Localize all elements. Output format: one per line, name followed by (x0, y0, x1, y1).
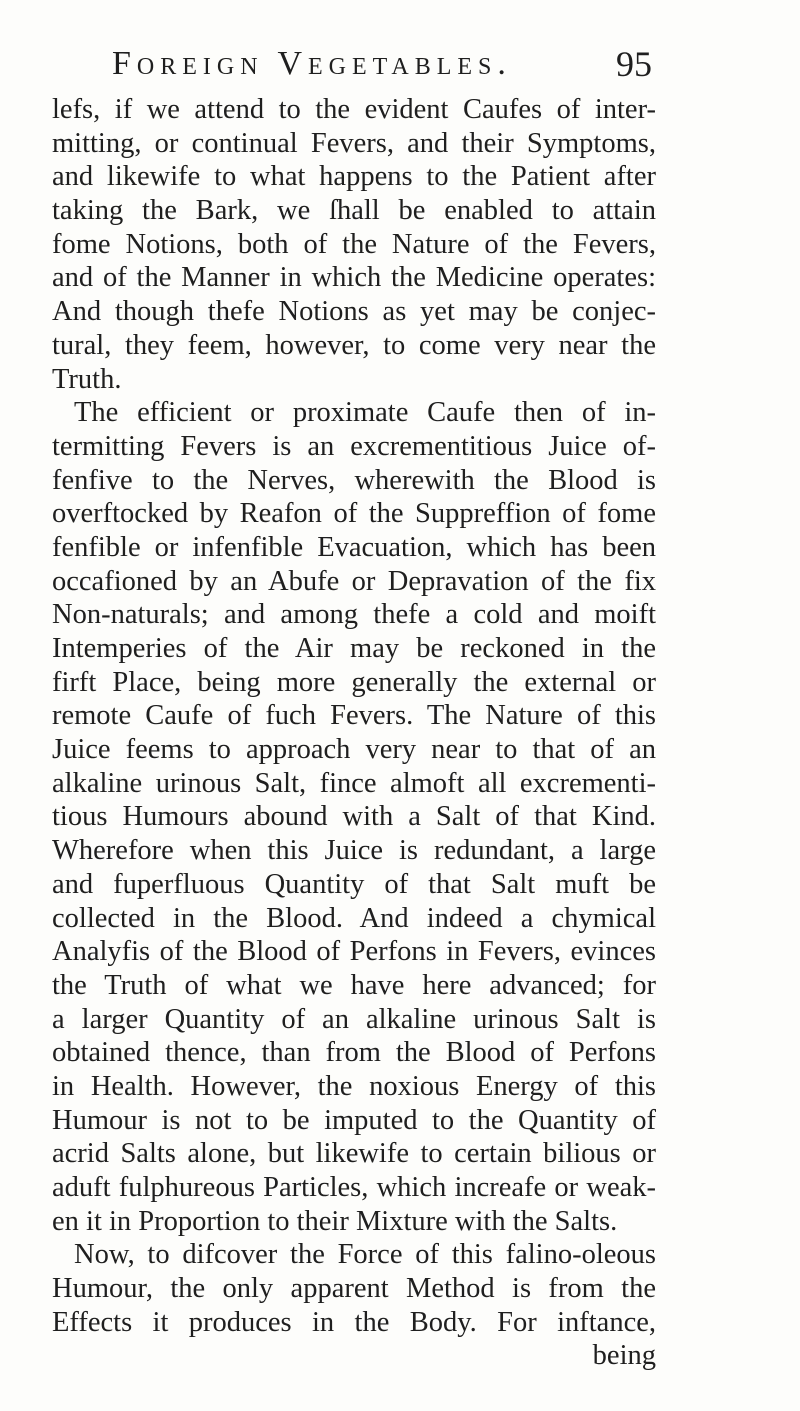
text-line: Effects it produces in the Body. For inftance, (52, 1306, 656, 1338)
text-line: Intemperies of the Air may be reckoned in the (52, 633, 656, 664)
page-header (112, 44, 652, 84)
text-line: acrid Salts alone, but likewife to certain bilious or (52, 1138, 656, 1170)
text-line: Juice feems to approach very near to that of an (52, 734, 656, 766)
page-number: 95 (616, 44, 652, 84)
text-line: firft Place, being more generally the external or (52, 666, 656, 698)
text-line: the Truth of what we have here advanced; for (52, 969, 656, 1001)
paragraph-start-line: Now, to difcover the Force of this falino-oleous (74, 1239, 656, 1271)
text-line: and likewife to what happens to the Patient after (52, 161, 656, 193)
text-line: and fuperfluous Quantity of that Salt muft be (52, 868, 656, 900)
text-line: a larger Quantity of an alkaline urinous Salt is (52, 1003, 656, 1035)
text-line: Non-naturals; and among thefe a cold and moift (52, 599, 656, 631)
text-line: collected in the Blood. And indeed a chymical (52, 902, 656, 934)
text-line: Analyfis of the Blood of Perfons in Fevers, evinces (52, 936, 656, 968)
text-line: fenfive to the Nerves, wherewith the Blood is (52, 464, 656, 496)
text-line: Humour, the only apparent Method is from the (52, 1273, 656, 1305)
paragraph-start-line: The efficient or proximate Caufe then of in- (74, 397, 656, 429)
text-line: en it in Proportion to their Mixture with the Salts. (52, 1205, 618, 1237)
text-line: mitting, or continual Fevers, and their Symptoms, (52, 127, 656, 159)
text-line: alkaline urinous Salt, fince almoft all excrementi- (52, 767, 656, 799)
text-line: obtained thence, than from the Blood of Perfons (52, 1037, 656, 1069)
text-line: fenfible or infenfible Evacuation, which has been (52, 531, 656, 563)
text-line: termitting Fevers is an excrementitious Juice of- (52, 430, 656, 462)
text-line: tural, they feem, however, to come very near the (52, 329, 656, 361)
text-line: aduft fulphureous Particles, which increafe or weak- (52, 1172, 656, 1203)
text-line: And though thefe Notions as yet may be conjec- (52, 296, 656, 328)
text-line: Wherefore when this Juice is redundant, a large (52, 835, 656, 867)
text-line: overftocked by Reafon of the Suppreffion of fome (52, 498, 656, 530)
text-line: taking the Bark, we ſhall be enabled to attain (52, 195, 656, 227)
text-line: and of the Manner in which the Medicine operates: (52, 262, 656, 294)
body-text (52, 93, 656, 1373)
text-line: in Health. However, the noxious Energy of this (52, 1070, 656, 1102)
text-line: Truth. (52, 363, 122, 395)
text-line: tious Humours abound with a Salt of that Kind. (52, 801, 656, 833)
text-line: lefs, if we attend to the evident Caufes of inter- (52, 94, 656, 125)
text-line: Humour is not to be imputed to the Quantity of (52, 1104, 656, 1136)
catchword: being (592, 1340, 656, 1372)
text-line: fome Notions, both of the Nature of the Fevers, (52, 228, 656, 260)
running-title: Foreign Vegetables. (112, 45, 512, 82)
text-line: remote Caufe of fuch Fevers. The Nature of this (52, 700, 656, 732)
text-line: occafioned by an Abufe or Depravation of the fix (52, 565, 656, 597)
